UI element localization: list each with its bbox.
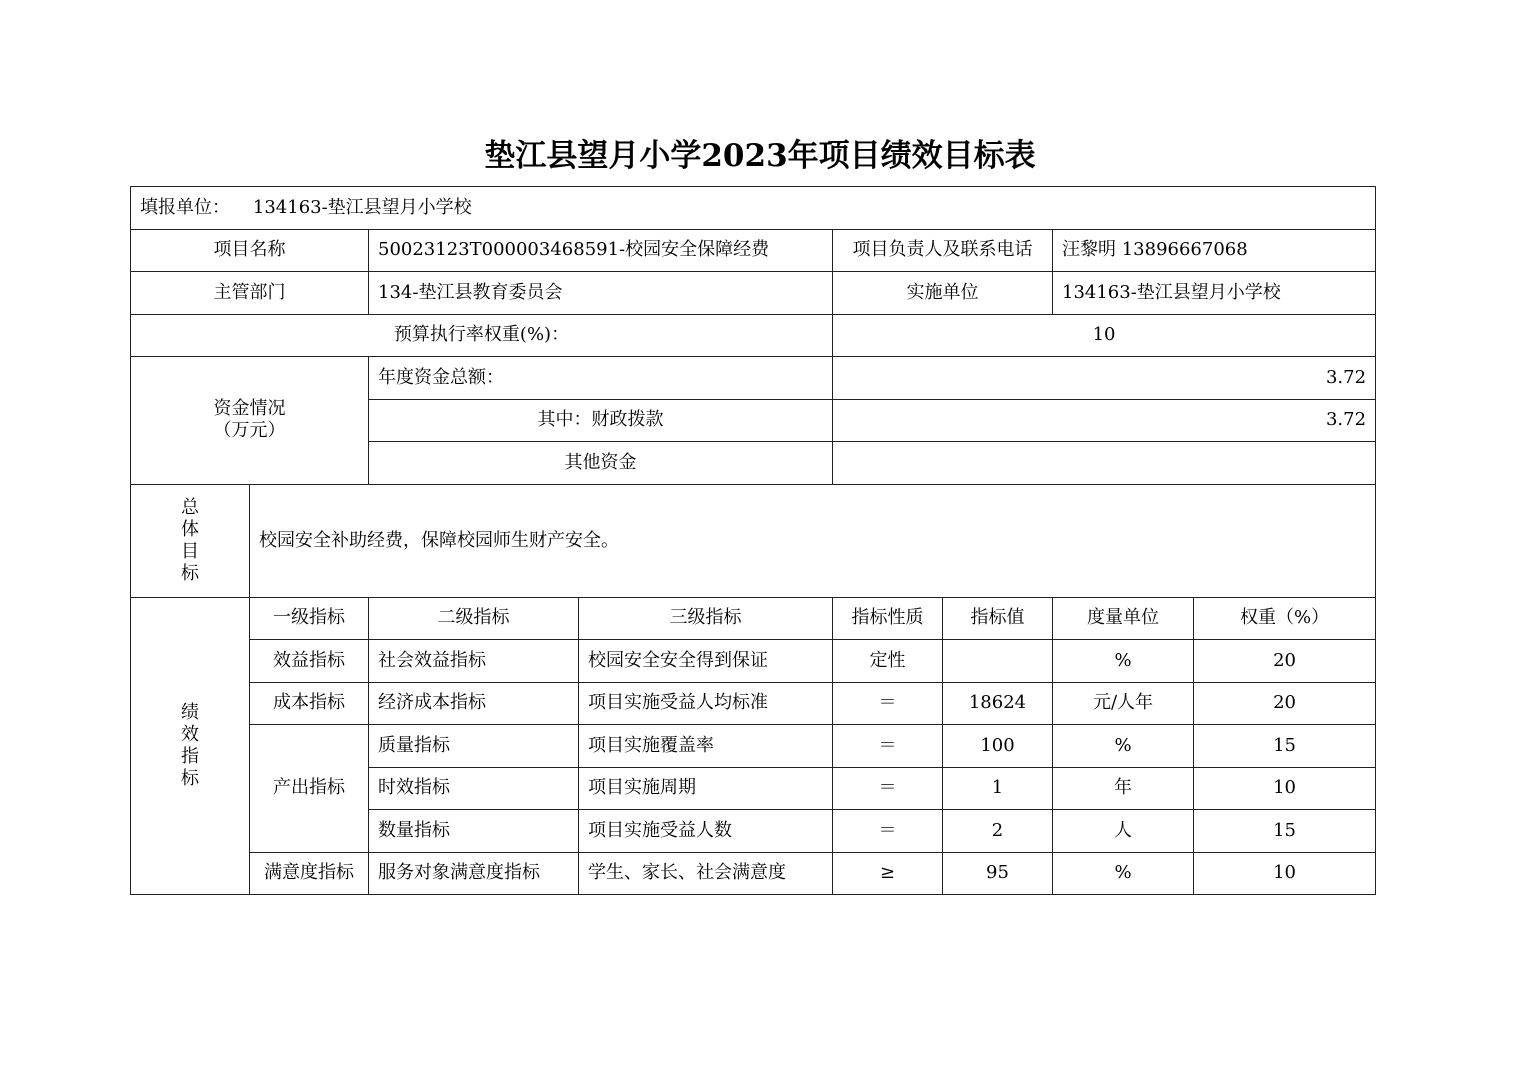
cell-level2: 服务对象满意度指标 — [369, 852, 579, 895]
page-title: 垫江县望月小学2023年项目绩效目标表 — [484, 138, 1036, 174]
goal-row — [131, 484, 1376, 597]
filler-row — [131, 187, 1376, 230]
budget-weight-row — [131, 314, 1376, 357]
table-row — [131, 725, 1376, 768]
header-value: 指标值 — [943, 597, 1053, 640]
funds-total-row — [131, 357, 1376, 400]
cell-level2: 数量指标 — [369, 810, 579, 853]
budget-weight-value: 10 — [833, 314, 1376, 357]
cell-level3: 项目实施周期 — [579, 767, 833, 810]
cell-nature: ＝ — [833, 682, 943, 725]
header-level1: 一级指标 — [250, 597, 369, 640]
funds-label — [131, 357, 369, 485]
indicator-label — [131, 597, 250, 895]
cell-value — [943, 640, 1053, 683]
dept-row — [131, 272, 1376, 315]
cell-level1: 产出指标 — [250, 725, 369, 853]
funds-other-value — [833, 442, 1376, 485]
cell-value: 1 — [943, 767, 1053, 810]
impl-unit-label: 实施单位 — [833, 272, 1053, 315]
project-name-value: 50023123T000003468591-校园安全保障经费 — [369, 229, 833, 272]
cell-unit: 人 — [1053, 810, 1194, 853]
cell-weight: 20 — [1194, 640, 1376, 683]
funds-total-label: 年度资金总额： — [369, 357, 833, 400]
header-unit: 度量单位 — [1053, 597, 1194, 640]
cell-level3: 项目实施受益人数 — [579, 810, 833, 853]
table-row — [131, 682, 1376, 725]
cell-weight: 15 — [1194, 810, 1376, 853]
header-level3: 三级指标 — [579, 597, 833, 640]
cell-weight: 20 — [1194, 682, 1376, 725]
cell-weight: 10 — [1194, 767, 1376, 810]
cell-level2: 社会效益指标 — [369, 640, 579, 683]
filler-value: 134163-垫江县望月小学校 — [252, 196, 472, 218]
indicator-header-row — [131, 597, 1376, 640]
cell-unit: % — [1053, 725, 1194, 768]
funds-label-line1: 资金情况 — [213, 398, 286, 420]
cell-nature: ＝ — [833, 725, 943, 768]
cell-level2: 质量指标 — [369, 725, 579, 768]
indicator-label-char: 指 — [181, 745, 199, 767]
funds-fiscal-label: 其中：财政拨款 — [369, 399, 833, 442]
table-row — [131, 852, 1376, 895]
indicator-label-char: 绩 — [181, 701, 199, 723]
funds-total-value: 3.72 — [833, 357, 1376, 400]
cell-level1: 成本指标 — [250, 682, 369, 725]
cell-nature: 定性 — [833, 640, 943, 683]
cell-level3: 项目实施覆盖率 — [579, 725, 833, 768]
goal-label-char: 体 — [181, 518, 199, 540]
cell-weight: 10 — [1194, 852, 1376, 895]
dept-value: 134-垫江县教育委员会 — [369, 272, 833, 315]
header-level2: 二级指标 — [369, 597, 579, 640]
dept-label: 主管部门 — [131, 272, 369, 315]
funds-label-line2: （万元） — [213, 420, 286, 442]
cell-unit: 年 — [1053, 767, 1194, 810]
cell-level1: 满意度指标 — [250, 852, 369, 895]
project-row — [131, 229, 1376, 272]
cell-nature: ＝ — [833, 767, 943, 810]
filler-label: 填报单位： — [140, 196, 230, 218]
goal-label-char: 标 — [181, 562, 199, 584]
filler-cell — [131, 187, 1376, 230]
cell-unit: % — [1053, 640, 1194, 683]
cell-value: 100 — [943, 725, 1053, 768]
cell-level1: 效益指标 — [250, 640, 369, 683]
impl-unit-value: 134163-垫江县望月小学校 — [1053, 272, 1376, 315]
performance-goal-table — [130, 186, 1376, 895]
cell-weight: 15 — [1194, 725, 1376, 768]
indicator-label-char: 效 — [181, 723, 199, 745]
cell-value: 95 — [943, 852, 1053, 895]
project-name-label: 项目名称 — [131, 229, 369, 272]
goal-text: 校园安全补助经费，保障校园师生财产安全。 — [250, 484, 1376, 597]
header-weight: 权重（%） — [1194, 597, 1376, 640]
project-contact-label: 项目负责人及联系电话 — [833, 229, 1053, 272]
cell-level2: 经济成本指标 — [369, 682, 579, 725]
cell-unit: 元/人年 — [1053, 682, 1194, 725]
funds-fiscal-value: 3.72 — [833, 399, 1376, 442]
goal-label-char: 目 — [181, 540, 199, 562]
cell-level3: 学生、家长、社会满意度 — [579, 852, 833, 895]
budget-weight-label: 预算执行率权重(%)： — [131, 314, 833, 357]
goal-label-char: 总 — [181, 496, 199, 518]
header-nature: 指标性质 — [833, 597, 943, 640]
project-contact-value: 汪黎明 13896667068 — [1053, 229, 1376, 272]
funds-other-label: 其他资金 — [369, 442, 833, 485]
cell-level2: 时效指标 — [369, 767, 579, 810]
cell-unit: % — [1053, 852, 1194, 895]
cell-level3: 校园安全安全得到保证 — [579, 640, 833, 683]
table-row — [131, 640, 1376, 683]
indicator-label-char: 标 — [181, 767, 199, 789]
goal-label — [131, 484, 250, 597]
cell-level3: 项目实施受益人均标准 — [579, 682, 833, 725]
cell-value: 18624 — [943, 682, 1053, 725]
cell-nature: ≥ — [833, 852, 943, 895]
cell-value: 2 — [943, 810, 1053, 853]
cell-nature: ＝ — [833, 810, 943, 853]
